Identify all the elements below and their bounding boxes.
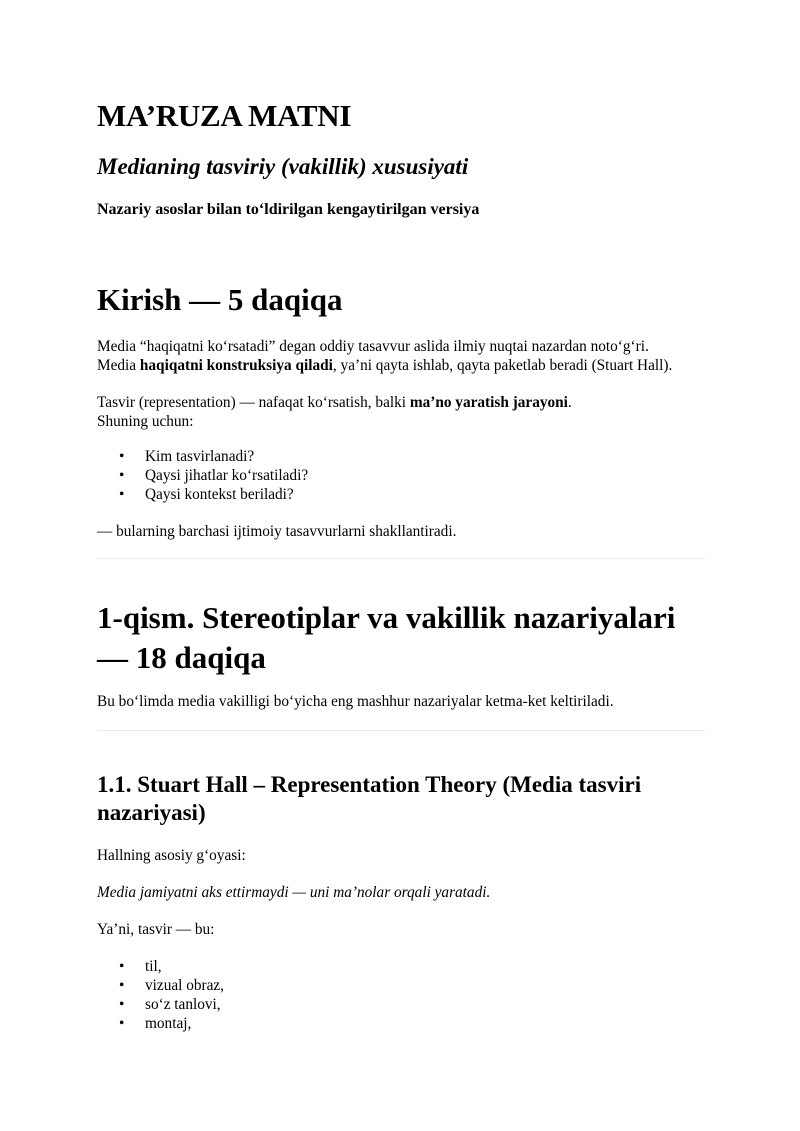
hall-idea-label: Hallning asosiy g‘oyasi: (97, 847, 246, 864)
hall-quote: Media jamiyatni aks ettirmaydi — uni ma’nolar orqali yaratadi. (97, 884, 491, 901)
intro-p2-bold: ma’no yaratish jarayoni (409, 394, 568, 411)
list-item: • til, (119, 958, 162, 975)
intro-conclusion: — bularning barchasi ijtimoiy tasavvurlarni shakllantiradi. (97, 523, 457, 540)
section-divider (97, 730, 705, 731)
hall-bullet-list (97, 957, 224, 1033)
intro-p2-pre: Tasvir (representation) — nafaqat ko‘rsatish, balki (97, 394, 410, 411)
bullet-dot-icon: • (119, 467, 125, 484)
intro-p1-pre: Media (97, 357, 140, 374)
part1-heading: 1-qism. Stereotiplar va vakillik nazariyalari — 18 daqiqa (97, 600, 676, 675)
list-item: • montaj, (119, 1015, 192, 1032)
bullet-dot-icon: • (119, 958, 125, 975)
intro-paragraph-2-line-2: Shuning uchun: (97, 413, 194, 430)
intro-paragraph-2-line-1 (97, 393, 572, 412)
section-divider (97, 558, 705, 559)
document-title: MA’RUZA MATNI (97, 98, 352, 133)
bullet-dot-icon: • (119, 996, 125, 1013)
list-item: • Qaysi jihatlar ko‘rsatiladi? (119, 467, 309, 484)
list-item: • Kim tasvirlanadi? (119, 448, 255, 465)
document-subtitle: Medianing tasviriy (vakillik) xususiyati (97, 154, 469, 179)
intro-p1-bold: haqiqatni konstruksiya qiladi (139, 357, 333, 374)
intro-heading: Kirish — 5 daqiqa (97, 282, 343, 317)
intro-p1-post: , ya’ni qayta ishlab, qayta paketlab beradi (Stuart Hall). (332, 357, 673, 374)
list-item: • so‘z tanlovi, (119, 996, 221, 1013)
intro-p2-post: . (567, 394, 572, 411)
list-item: • Qaysi kontekst beriladi? (119, 486, 294, 503)
bullet-dot-icon: • (119, 1015, 125, 1032)
bullet-dot-icon: • (119, 448, 125, 465)
version-note: Nazariy asoslar bilan to‘ldirilgan kengaytirilgan versiya (97, 201, 480, 218)
part1-intro: Bu bo‘limda media vakilligi bo‘yicha eng mashhur nazariyalar ketma-ket keltiriladi. (97, 693, 614, 710)
bullet-dot-icon: • (119, 486, 125, 503)
intro-paragraph-1-line-2 (97, 356, 672, 375)
bullet-dot-icon: • (119, 977, 125, 994)
intro-paragraph-1-line-1: Media “haqiqatni ko‘rsatadi” degan oddiy tasavvur aslida ilmiy nuqtai nazardan noto‘g‘ri. (97, 338, 649, 355)
list-item: • vizual obraz, (119, 977, 224, 994)
intro-bullet-list (97, 447, 308, 504)
hall-lead-in: Ya’ni, tasvir — bu: (97, 921, 215, 938)
section-1-1-heading: 1.1. Stuart Hall – Representation Theory (Media tasviri nazariyasi) (97, 772, 642, 825)
